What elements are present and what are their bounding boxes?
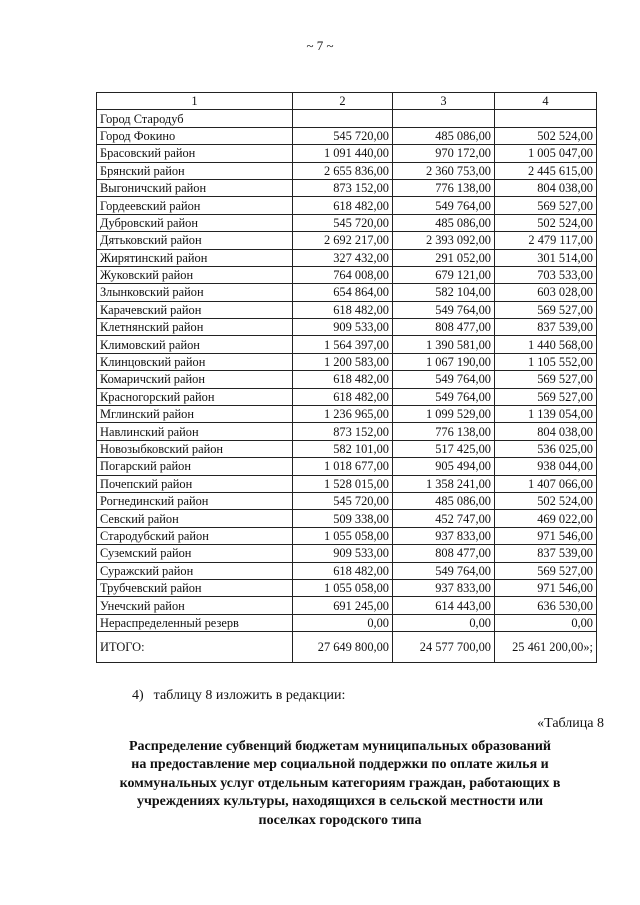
amount-cell: 1 440 568,00 bbox=[495, 336, 597, 353]
amount-cell: 1 358 241,00 bbox=[393, 475, 495, 492]
amount-cell: 485 086,00 bbox=[393, 127, 495, 144]
table-row bbox=[97, 319, 597, 336]
district-name-cell: Погарский район bbox=[97, 458, 293, 475]
district-name-cell: Выгоничский район bbox=[97, 179, 293, 196]
amount-cell: 569 527,00 bbox=[495, 371, 597, 388]
table-row bbox=[97, 579, 597, 596]
amount-cell: 804 038,00 bbox=[495, 179, 597, 196]
table-8-heading bbox=[90, 738, 590, 830]
amount-cell: 909 533,00 bbox=[293, 319, 393, 336]
amount-cell: 691 245,00 bbox=[293, 597, 393, 614]
amount-cell: 618 482,00 bbox=[293, 197, 393, 214]
amount-cell: 2 479 117,00 bbox=[495, 232, 597, 249]
amount-cell: 502 524,00 bbox=[495, 492, 597, 509]
amount-cell: 549 764,00 bbox=[393, 301, 495, 318]
table-row bbox=[97, 545, 597, 562]
amount-cell: 2 692 217,00 bbox=[293, 232, 393, 249]
district-name-cell: Дятьковский район bbox=[97, 232, 293, 249]
amount-cell: 545 720,00 bbox=[293, 214, 393, 231]
amount-cell: 485 086,00 bbox=[393, 214, 495, 231]
table-row bbox=[97, 145, 597, 162]
table-row bbox=[97, 475, 597, 492]
district-name-cell: Навлинский район bbox=[97, 423, 293, 440]
column-header: 4 bbox=[495, 93, 597, 110]
amount-cell: 618 482,00 bbox=[293, 388, 393, 405]
amount-cell: 937 833,00 bbox=[393, 527, 495, 544]
table-row bbox=[97, 249, 597, 266]
district-name-cell: Трубчевский район bbox=[97, 579, 293, 596]
heading-line: учреждениях культуры, находящихся в сельской местности или bbox=[136, 794, 544, 810]
district-name-cell: Климовский район bbox=[97, 336, 293, 353]
amount-cell: 2 445 615,00 bbox=[495, 162, 597, 179]
item-text: таблицу 8 изложить в редакции: bbox=[153, 688, 346, 703]
heading-line: поселках городского типа bbox=[258, 812, 422, 828]
amount-cell: 549 764,00 bbox=[393, 197, 495, 214]
table-row bbox=[97, 406, 597, 423]
amount-cell bbox=[495, 110, 597, 127]
table-row bbox=[97, 284, 597, 301]
amount-cell: 0,00 bbox=[393, 614, 495, 631]
table-row bbox=[97, 614, 597, 631]
district-name-cell: Новозыбковский район bbox=[97, 440, 293, 457]
district-name-cell: Город Стародуб bbox=[97, 110, 293, 127]
district-name-cell: Гордеевский район bbox=[97, 197, 293, 214]
table-row bbox=[97, 458, 597, 475]
table-row bbox=[97, 162, 597, 179]
district-name-cell: Стародубский район bbox=[97, 527, 293, 544]
amount-cell: 808 477,00 bbox=[393, 319, 495, 336]
district-name-cell: Рогнединский район bbox=[97, 492, 293, 509]
table-row bbox=[97, 266, 597, 283]
district-name-cell: Карачевский район bbox=[97, 301, 293, 318]
table-row bbox=[97, 336, 597, 353]
amount-cell: 603 028,00 bbox=[495, 284, 597, 301]
amount-cell: 0,00 bbox=[293, 614, 393, 631]
district-name-cell: Почепский район bbox=[97, 475, 293, 492]
table-row bbox=[97, 440, 597, 457]
total-value: 25 461 200,00»; bbox=[495, 632, 597, 663]
district-name-cell: Суземский район bbox=[97, 545, 293, 562]
table-row bbox=[97, 510, 597, 527]
amount-cell: 469 022,00 bbox=[495, 510, 597, 527]
table-reference: «Таблица 8 bbox=[537, 716, 604, 731]
amount-cell: 1 091 440,00 bbox=[293, 145, 393, 162]
table-row bbox=[97, 214, 597, 231]
amount-cell: 569 527,00 bbox=[495, 197, 597, 214]
district-name-cell: Севский район bbox=[97, 510, 293, 527]
table-row bbox=[97, 388, 597, 405]
amount-cell: 1 200 583,00 bbox=[293, 353, 393, 370]
amount-cell: 2 655 836,00 bbox=[293, 162, 393, 179]
district-name-cell: Суражский район bbox=[97, 562, 293, 579]
amount-cell bbox=[293, 110, 393, 127]
amount-cell: 569 527,00 bbox=[495, 388, 597, 405]
amount-cell: 582 104,00 bbox=[393, 284, 495, 301]
district-name-cell: Красногорский район bbox=[97, 388, 293, 405]
table-row bbox=[97, 371, 597, 388]
amount-cell: 1 407 066,00 bbox=[495, 475, 597, 492]
district-name-cell: Брянский район bbox=[97, 162, 293, 179]
district-name-cell: Дубровский район bbox=[97, 214, 293, 231]
amount-cell: 618 482,00 bbox=[293, 562, 393, 579]
amount-cell: 2 393 092,00 bbox=[393, 232, 495, 249]
subsidy-table bbox=[96, 92, 597, 663]
amount-cell: 614 443,00 bbox=[393, 597, 495, 614]
district-name-cell: Нераспределенный резерв bbox=[97, 614, 293, 631]
amount-cell: 1 055 058,00 bbox=[293, 527, 393, 544]
amount-cell: 509 338,00 bbox=[293, 510, 393, 527]
amount-cell: 549 764,00 bbox=[393, 388, 495, 405]
district-name-cell: Жирятинский район bbox=[97, 249, 293, 266]
district-name-cell: Клетнянский район bbox=[97, 319, 293, 336]
amount-cell: 549 764,00 bbox=[393, 562, 495, 579]
amount-cell: 703 533,00 bbox=[495, 266, 597, 283]
district-name-cell: Мглинский район bbox=[97, 406, 293, 423]
column-header: 3 bbox=[393, 93, 495, 110]
amount-cell: 536 025,00 bbox=[495, 440, 597, 457]
table-row bbox=[97, 527, 597, 544]
total-value: 24 577 700,00 bbox=[393, 632, 495, 663]
table-row bbox=[97, 127, 597, 144]
amount-cell: 0,00 bbox=[495, 614, 597, 631]
amount-cell: 2 360 753,00 bbox=[393, 162, 495, 179]
amount-cell: 502 524,00 bbox=[495, 127, 597, 144]
amount-cell: 485 086,00 bbox=[393, 492, 495, 509]
amount-cell: 1 055 058,00 bbox=[293, 579, 393, 596]
heading-line: Распределение субвенций бюджетам муниципальных образований bbox=[129, 739, 551, 754]
amount-cell: 636 530,00 bbox=[495, 597, 597, 614]
table-row bbox=[97, 179, 597, 196]
amount-cell: 776 138,00 bbox=[393, 423, 495, 440]
amount-cell: 618 482,00 bbox=[293, 371, 393, 388]
district-name-cell: Комаричский район bbox=[97, 371, 293, 388]
amount-cell: 502 524,00 bbox=[495, 214, 597, 231]
amount-cell: 970 172,00 bbox=[393, 145, 495, 162]
amount-cell: 549 764,00 bbox=[393, 371, 495, 388]
amount-cell: 679 121,00 bbox=[393, 266, 495, 283]
amount-cell: 873 152,00 bbox=[293, 179, 393, 196]
district-name-cell: Злынковский район bbox=[97, 284, 293, 301]
district-name-cell: Клинцовский район bbox=[97, 353, 293, 370]
district-name-cell: Город Фокино bbox=[97, 127, 293, 144]
amount-cell: 905 494,00 bbox=[393, 458, 495, 475]
table-row bbox=[97, 353, 597, 370]
amount-cell: 545 720,00 bbox=[293, 492, 393, 509]
amount-cell: 1 528 015,00 bbox=[293, 475, 393, 492]
table-row bbox=[97, 301, 597, 318]
amount-cell: 1 018 677,00 bbox=[293, 458, 393, 475]
district-name-cell: Унечский район bbox=[97, 597, 293, 614]
amount-cell: 971 546,00 bbox=[495, 527, 597, 544]
amount-cell: 873 152,00 bbox=[293, 423, 393, 440]
heading-line: коммунальных услуг отдельным категориям граждан, работающих в bbox=[119, 775, 561, 791]
amount-cell: 1 390 581,00 bbox=[393, 336, 495, 353]
amount-cell: 776 138,00 bbox=[393, 179, 495, 196]
table-row bbox=[97, 423, 597, 440]
item-number: 4) bbox=[132, 688, 144, 703]
table-row bbox=[97, 197, 597, 214]
total-label: ИТОГО: bbox=[97, 632, 293, 663]
amount-cell: 545 720,00 bbox=[293, 127, 393, 144]
amount-cell: 569 527,00 bbox=[495, 301, 597, 318]
amount-cell: 938 044,00 bbox=[495, 458, 597, 475]
heading-line: на предоставление мер социальной поддержки по оплате жилья и bbox=[131, 757, 549, 773]
column-header: 1 bbox=[97, 93, 293, 110]
amount-cell: 837 539,00 bbox=[495, 545, 597, 562]
table-row bbox=[97, 110, 597, 127]
table-row bbox=[97, 562, 597, 579]
amount-cell: 327 432,00 bbox=[293, 249, 393, 266]
column-header: 2 bbox=[293, 93, 393, 110]
amount-cell bbox=[393, 110, 495, 127]
total-row bbox=[97, 632, 597, 663]
amount-cell: 582 101,00 bbox=[293, 440, 393, 457]
table-row bbox=[97, 232, 597, 249]
amount-cell: 937 833,00 bbox=[393, 579, 495, 596]
amount-cell: 291 052,00 bbox=[393, 249, 495, 266]
amount-cell: 452 747,00 bbox=[393, 510, 495, 527]
amount-cell: 1 099 529,00 bbox=[393, 406, 495, 423]
table-row bbox=[97, 597, 597, 614]
amount-cell: 971 546,00 bbox=[495, 579, 597, 596]
amount-cell: 569 527,00 bbox=[495, 562, 597, 579]
amount-cell: 654 864,00 bbox=[293, 284, 393, 301]
amount-cell: 808 477,00 bbox=[393, 545, 495, 562]
amount-cell: 764 008,00 bbox=[293, 266, 393, 283]
page-number: ~ 7 ~ bbox=[306, 38, 334, 53]
list-item-4 bbox=[132, 688, 345, 704]
total-value: 27 649 800,00 bbox=[293, 632, 393, 663]
amount-cell: 1 139 054,00 bbox=[495, 406, 597, 423]
amount-cell: 618 482,00 bbox=[293, 301, 393, 318]
amount-cell: 1 005 047,00 bbox=[495, 145, 597, 162]
amount-cell: 837 539,00 bbox=[495, 319, 597, 336]
amount-cell: 301 514,00 bbox=[495, 249, 597, 266]
amount-cell: 1 564 397,00 bbox=[293, 336, 393, 353]
amount-cell: 1 067 190,00 bbox=[393, 353, 495, 370]
amount-cell: 804 038,00 bbox=[495, 423, 597, 440]
table-row bbox=[97, 492, 597, 509]
district-name-cell: Жуковский район bbox=[97, 266, 293, 283]
district-name-cell: Брасовский район bbox=[97, 145, 293, 162]
amount-cell: 1 105 552,00 bbox=[495, 353, 597, 370]
amount-cell: 1 236 965,00 bbox=[293, 406, 393, 423]
amount-cell: 909 533,00 bbox=[293, 545, 393, 562]
amount-cell: 517 425,00 bbox=[393, 440, 495, 457]
table-header-row bbox=[97, 93, 597, 110]
